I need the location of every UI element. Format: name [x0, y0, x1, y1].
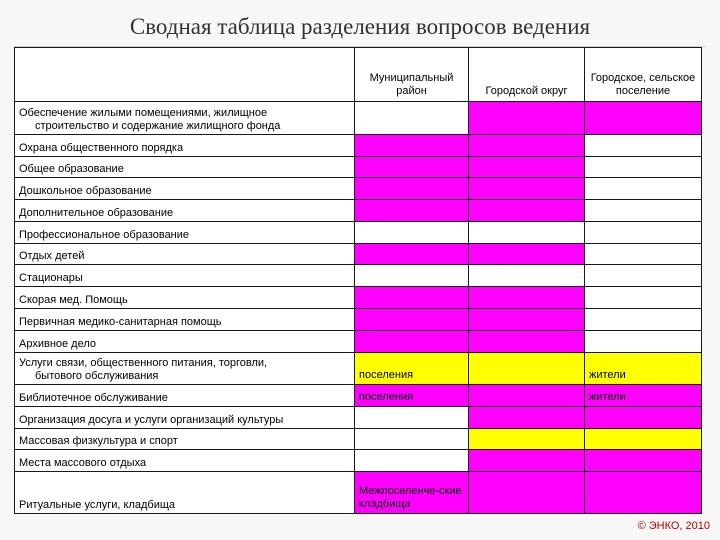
table-row	[15, 200, 702, 222]
table-row	[15, 407, 702, 429]
row-label-line: Ритуальные услуги, кладбища	[19, 499, 176, 511]
row-label	[15, 222, 355, 244]
table-row	[15, 309, 702, 331]
row-label	[15, 353, 355, 385]
value-cell	[585, 135, 702, 157]
value-cell	[355, 429, 469, 450]
page-title: Сводная таблица разделения вопросов ведения	[129, 14, 591, 39]
value-cell	[355, 287, 469, 309]
row-label	[15, 200, 355, 222]
value-cell: жители	[585, 353, 702, 385]
value-cell	[355, 244, 469, 265]
value-cell	[355, 407, 469, 429]
table-row	[15, 265, 702, 287]
table-row	[15, 385, 702, 407]
row-label-line: Библиотечное обслуживание	[19, 392, 168, 404]
table-row	[15, 157, 702, 178]
row-label-line: Архивное дело	[19, 338, 97, 350]
table-row	[15, 178, 702, 200]
value-cell	[585, 178, 702, 200]
value-cell	[585, 429, 702, 450]
value-cell	[469, 157, 585, 178]
table-row	[15, 222, 702, 244]
value-cell	[585, 102, 702, 135]
row-label	[15, 331, 355, 353]
value-cell: поселения	[355, 385, 469, 407]
row-label-line: Обеспечение жилыми помещениями, жилищное	[19, 107, 268, 119]
value-cell	[355, 135, 469, 157]
value-cell	[585, 244, 702, 265]
value-cell	[585, 309, 702, 331]
value-cell	[585, 200, 702, 222]
value-cell	[469, 353, 585, 385]
column-header: Городской округ	[469, 48, 585, 102]
value-cell	[469, 265, 585, 287]
header-corner-cell	[15, 48, 355, 102]
table-row	[15, 135, 702, 157]
row-label	[15, 309, 355, 331]
table-row	[15, 450, 702, 472]
row-label-line: бытового обслуживания	[35, 370, 159, 382]
row-label	[15, 265, 355, 287]
value-cell	[469, 407, 585, 429]
row-label	[15, 429, 355, 450]
value-cell	[585, 265, 702, 287]
row-label-line: Общее образование	[19, 163, 124, 175]
row-label-line: Отдых детей	[19, 250, 85, 262]
table-row	[15, 287, 702, 309]
copyright: © ЭНКО, 2010	[637, 520, 710, 532]
responsibility-table	[14, 47, 702, 514]
value-cell	[355, 309, 469, 331]
value-cell	[585, 331, 702, 353]
row-label-line: строительство и содержание жилищного фонда	[35, 120, 281, 132]
value-cell	[469, 450, 585, 472]
value-cell	[585, 407, 702, 429]
table-row	[15, 331, 702, 353]
row-label-line: Скорая мед. Помощь	[19, 294, 128, 306]
value-cell	[355, 450, 469, 472]
row-label	[15, 450, 355, 472]
row-label	[15, 102, 355, 135]
row-label-line: Дошкольное образование	[19, 185, 152, 197]
row-label	[15, 244, 355, 265]
row-label-line: Услуги связи, общественного питания, торговли,	[19, 357, 268, 369]
value-cell	[469, 200, 585, 222]
value-cell	[585, 287, 702, 309]
row-label	[15, 287, 355, 309]
row-label-line: Профессиональное образование	[19, 229, 190, 241]
value-cell	[355, 157, 469, 178]
value-cell: жители	[585, 385, 702, 407]
row-label-line: Стационары	[19, 272, 83, 284]
value-cell	[469, 222, 585, 244]
value-cell	[355, 178, 469, 200]
row-label-line: Места массового отдыха	[19, 457, 147, 469]
value-cell	[355, 222, 469, 244]
row-label	[15, 157, 355, 178]
value-cell	[469, 472, 585, 514]
table-row	[15, 353, 702, 385]
value-cell	[585, 222, 702, 244]
table-row	[15, 244, 702, 265]
row-label-line: Дополнительное образование	[19, 207, 174, 219]
row-label	[15, 472, 355, 514]
value-cell	[469, 429, 585, 450]
table-row	[15, 429, 702, 450]
value-cell	[355, 331, 469, 353]
column-header: Городское, сельское поселение	[585, 48, 702, 102]
row-label	[15, 407, 355, 429]
table-row	[15, 472, 702, 514]
value-cell: Межпоселенче-ские кладбища	[355, 472, 469, 514]
header-row	[15, 48, 702, 102]
value-cell	[469, 385, 585, 407]
value-cell	[469, 309, 585, 331]
column-header: Муниципальный район	[355, 48, 469, 102]
row-label	[15, 178, 355, 200]
value-cell	[469, 331, 585, 353]
table-row	[15, 102, 702, 135]
value-cell	[355, 200, 469, 222]
value-cell	[469, 178, 585, 200]
row-label	[15, 385, 355, 407]
value-cell: поселения	[355, 353, 469, 385]
value-cell	[585, 450, 702, 472]
value-cell	[469, 135, 585, 157]
value-cell	[355, 265, 469, 287]
row-label-line: Охрана общественного порядка	[19, 142, 184, 154]
row-label-line: Организация досуга и услуги организаций культуры	[19, 414, 284, 426]
value-cell	[469, 102, 585, 135]
row-label-line: Первичная медико-санитарная помощь	[19, 316, 222, 328]
value-cell	[585, 472, 702, 514]
value-cell	[355, 102, 469, 135]
row-label	[15, 135, 355, 157]
value-cell	[469, 287, 585, 309]
value-cell	[469, 244, 585, 265]
row-label-line: Массовая физкультура и спорт	[19, 435, 178, 447]
value-cell	[585, 157, 702, 178]
